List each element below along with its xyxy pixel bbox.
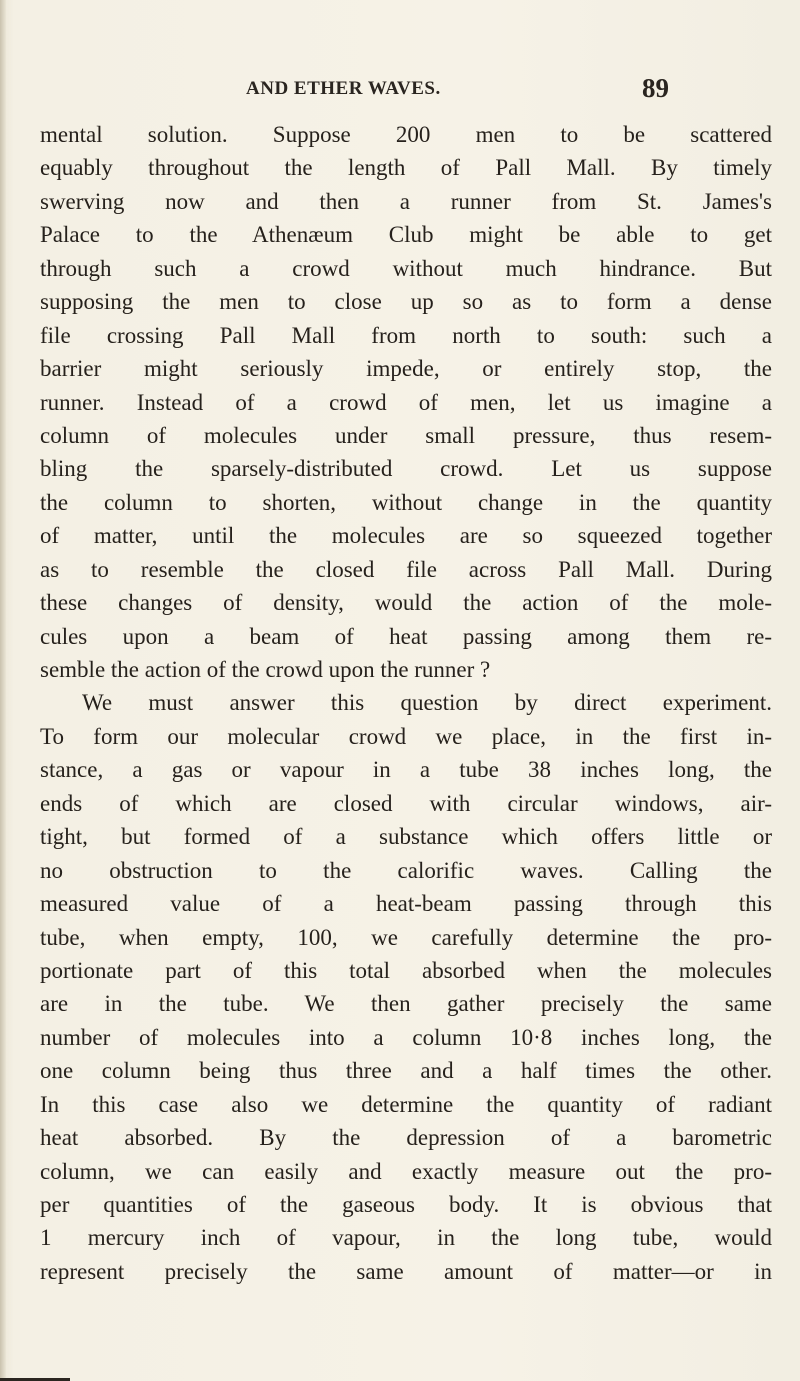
text-line: measured value of a heat-beam passing through this <box>40 891 772 917</box>
text-line: one column being thus three and a half times the other. <box>40 1058 772 1084</box>
text-line: equably throughout the length of Pall Mall. By timely <box>40 155 772 181</box>
text-line: supposing the men to close up so as to form a dense <box>40 289 772 315</box>
text-line: tube, when empty, 100, we carefully determine the pro- <box>40 924 772 950</box>
text-line: these changes of density, would the action of the mole- <box>40 590 772 616</box>
text-line: of matter, until the molecules are so squeezed together <box>40 523 772 549</box>
text-line: semble the action of the crowd upon the runner ? <box>40 657 491 682</box>
text-line: ends of which are closed with circular windows, air- <box>40 790 772 816</box>
text-line: cules upon a beam of heat passing among them re- <box>40 623 772 649</box>
text-line: column of molecules under small pressure, thus resem- <box>40 422 772 448</box>
text-line: Palace to the Athenæum Club might be able to get <box>40 222 772 248</box>
text-line: mental solution. Suppose 200 men to be scattered <box>40 122 772 147</box>
text-line: no obstruction to the calorific waves. Calling the <box>40 857 772 883</box>
text-line: runner. Instead of a crowd of men, let us imagine a <box>40 389 772 415</box>
page-number: 89 <box>642 73 669 103</box>
text-line: column, we can easily and exactly measure out the pro- <box>40 1158 772 1184</box>
text-line: through such a crowd without much hindrance. But <box>40 255 772 281</box>
page-gutter-shadow <box>0 0 6 1381</box>
text-line: heat absorbed. By the depression of a barometric <box>40 1125 772 1151</box>
text-line: are in the tube. We then gather precisely the same <box>40 991 772 1017</box>
text-line: tight, but formed of a substance which offers little or <box>40 824 772 850</box>
text-line: stance, a gas or vapour in a tube 38 inches long, the <box>40 757 772 783</box>
text-line: number of molecules into a column 10·8 inches long, the <box>40 1024 772 1050</box>
text-line: In this case also we determine the quantity of radiant <box>40 1091 772 1117</box>
body-text <box>40 118 792 1288</box>
text-line: bling the sparsely-distributed crowd. Let us suppose <box>40 456 772 482</box>
running-head: AND ETHER WAVES. <box>246 78 441 99</box>
text-line: the column to shorten, without change in the quantity <box>40 489 772 515</box>
text-line: barrier might seriously impede, or entirely stop, the <box>40 356 772 382</box>
text-line: swerving now and then a runner from St. James's <box>40 188 772 214</box>
text-line: as to resemble the closed file across Pall Mall. During <box>40 556 772 582</box>
text-line: per quantities of the gaseous body. It is obvious that <box>40 1192 772 1217</box>
text-line: portionate part of this total absorbed when the molecules <box>40 957 772 983</box>
text-line: 1 mercury inch of vapour, in the long tube, would <box>40 1225 772 1251</box>
text-line: represent precisely the same amount of matter—or in <box>40 1258 772 1284</box>
page-header <box>0 73 800 108</box>
text-line: To form our molecular crowd we place, in the first in- <box>40 723 772 749</box>
text-line: file crossing Pall Mall from north to south: such a <box>40 322 772 348</box>
text-line: We must answer this question by direct experiment. <box>82 690 772 716</box>
